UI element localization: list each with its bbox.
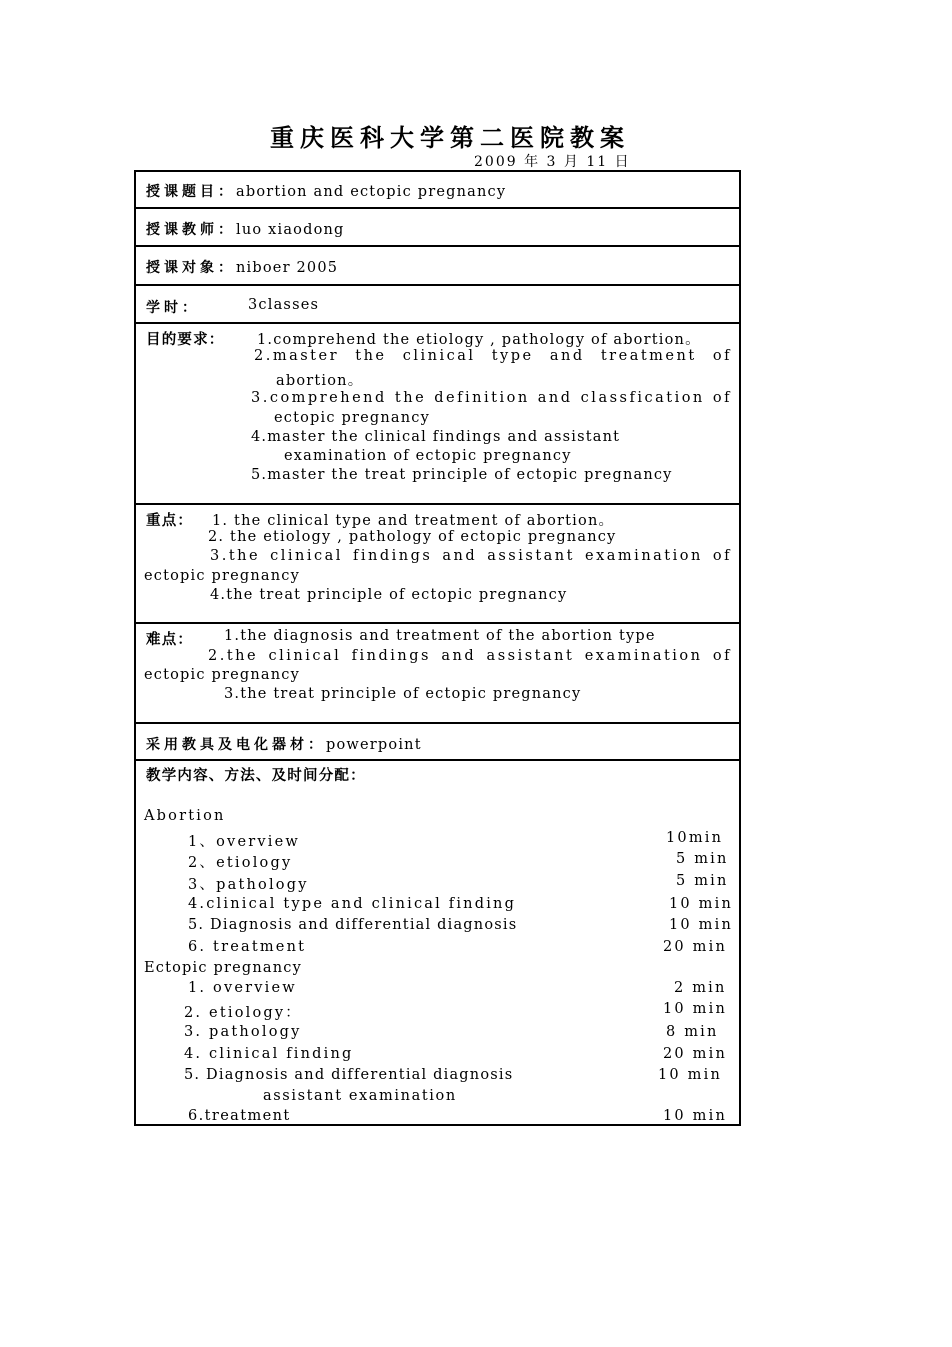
schedule-item: 5. Diagnosis and differential diagnosis bbox=[188, 917, 518, 933]
schedule-time: 20 min bbox=[663, 1046, 727, 1062]
key-point-line: ectopic pregnancy bbox=[144, 568, 301, 584]
key-point-line: 2. the etiology , pathology of ectopic pregnancy bbox=[208, 529, 617, 545]
schedule-time: 2 min bbox=[674, 980, 727, 996]
schedule-time: 10 min bbox=[669, 896, 733, 912]
document-date: 2009 年 3 月 11 日 bbox=[474, 154, 631, 170]
schedule-time: 10 min bbox=[669, 917, 733, 933]
schedule-item: 2. etiology： bbox=[184, 1005, 302, 1021]
content-label: 教学内容、方法、及时间分配： bbox=[146, 768, 366, 784]
difficulty-line: 3.the treat principle of ectopic pregnancy bbox=[224, 686, 582, 702]
audience-row bbox=[136, 247, 739, 286]
hours-value: 3classes bbox=[248, 297, 320, 313]
objective-item: 4.master the clinical findings and assistant bbox=[251, 429, 621, 445]
schedule-time: 10min bbox=[666, 830, 724, 846]
schedule-item: 1. overview bbox=[188, 980, 297, 996]
section-heading-ectopic: Ectopic pregnancy bbox=[144, 960, 303, 976]
schedule-time: 20 min bbox=[663, 939, 727, 955]
schedule-item: 2、etiology bbox=[188, 855, 293, 871]
content-section bbox=[136, 761, 739, 1124]
teacher-row bbox=[136, 209, 739, 247]
document-title: 重庆医科大学第二医院教案 bbox=[270, 124, 630, 152]
materials-label: 采用教具及电化器材： bbox=[146, 737, 326, 753]
key-point-line: 3.the clinical findings and assistant examination of bbox=[210, 548, 732, 564]
objective-item: 1.comprehend the etiology , pathology of abortion。 bbox=[257, 332, 701, 348]
lesson-plan-table bbox=[134, 170, 741, 1126]
objective-item: ectopic pregnancy bbox=[274, 410, 431, 426]
difficulty-line: 1.the diagnosis and treatment of the abortion type bbox=[224, 628, 656, 644]
key-point-line: 1. the clinical type and treatment of abortion。 bbox=[212, 513, 615, 529]
schedule-item: 6.treatment bbox=[188, 1108, 291, 1124]
objective-item: 2.master the clinical type and treatment of bbox=[254, 348, 732, 364]
schedule-item: 3. pathology bbox=[184, 1024, 302, 1040]
schedule-time: 10 min bbox=[663, 1001, 727, 1017]
objective-item: 3.comprehend the definition and classfication of bbox=[251, 390, 732, 406]
difficulties-row bbox=[136, 624, 739, 724]
objectives-row bbox=[136, 324, 739, 505]
schedule-item: 5. Diagnosis and differential diagnosis bbox=[184, 1067, 514, 1083]
materials-row bbox=[136, 724, 739, 761]
objective-item: examination of ectopic pregnancy bbox=[284, 448, 572, 464]
section-heading-abortion: Abortion bbox=[144, 808, 226, 824]
difficulties-label: 难点： bbox=[146, 632, 194, 648]
schedule-time: 8 min bbox=[666, 1024, 719, 1040]
key-point-line: 4.the treat principle of ectopic pregnancy bbox=[210, 587, 568, 603]
schedule-item: assistant examination bbox=[263, 1088, 457, 1104]
key-points-label: 重点： bbox=[146, 513, 194, 529]
schedule-item: 3、pathology bbox=[188, 877, 309, 893]
objectives-label: 目的要求： bbox=[146, 332, 225, 348]
schedule-item: 4. clinical finding bbox=[184, 1046, 354, 1062]
key-points-row bbox=[136, 505, 739, 624]
audience-value: niboer 2005 bbox=[236, 260, 339, 276]
subject-label: 授课题目： bbox=[146, 184, 236, 200]
schedule-time: 5 min bbox=[676, 873, 729, 889]
teacher-value: luo xiaodong bbox=[236, 222, 345, 238]
objective-item: 5.master the treat principle of ectopic pregnancy bbox=[251, 467, 673, 483]
schedule-item: 1、overview bbox=[188, 834, 300, 850]
hours-row bbox=[136, 286, 739, 324]
difficulty-line: ectopic pregnancy bbox=[144, 667, 301, 683]
audience-label: 授课对象： bbox=[146, 260, 236, 276]
materials-value: powerpoint bbox=[326, 737, 422, 753]
teacher-label: 授课教师： bbox=[146, 222, 236, 238]
hours-label: 学时： bbox=[146, 300, 200, 316]
subject-value: abortion and ectopic pregnancy bbox=[236, 184, 507, 200]
schedule-item: 4.clinical type and clinical finding bbox=[188, 896, 517, 912]
schedule-time: 10 min bbox=[663, 1108, 727, 1124]
difficulty-line: 2.the clinical findings and assistant examination of bbox=[208, 648, 732, 664]
objective-item: abortion。 bbox=[276, 373, 364, 389]
schedule-time: 5 min bbox=[676, 851, 729, 867]
schedule-item: 6. treatment bbox=[188, 939, 307, 955]
subject-row bbox=[136, 172, 739, 209]
schedule-time: 10 min bbox=[658, 1067, 722, 1083]
